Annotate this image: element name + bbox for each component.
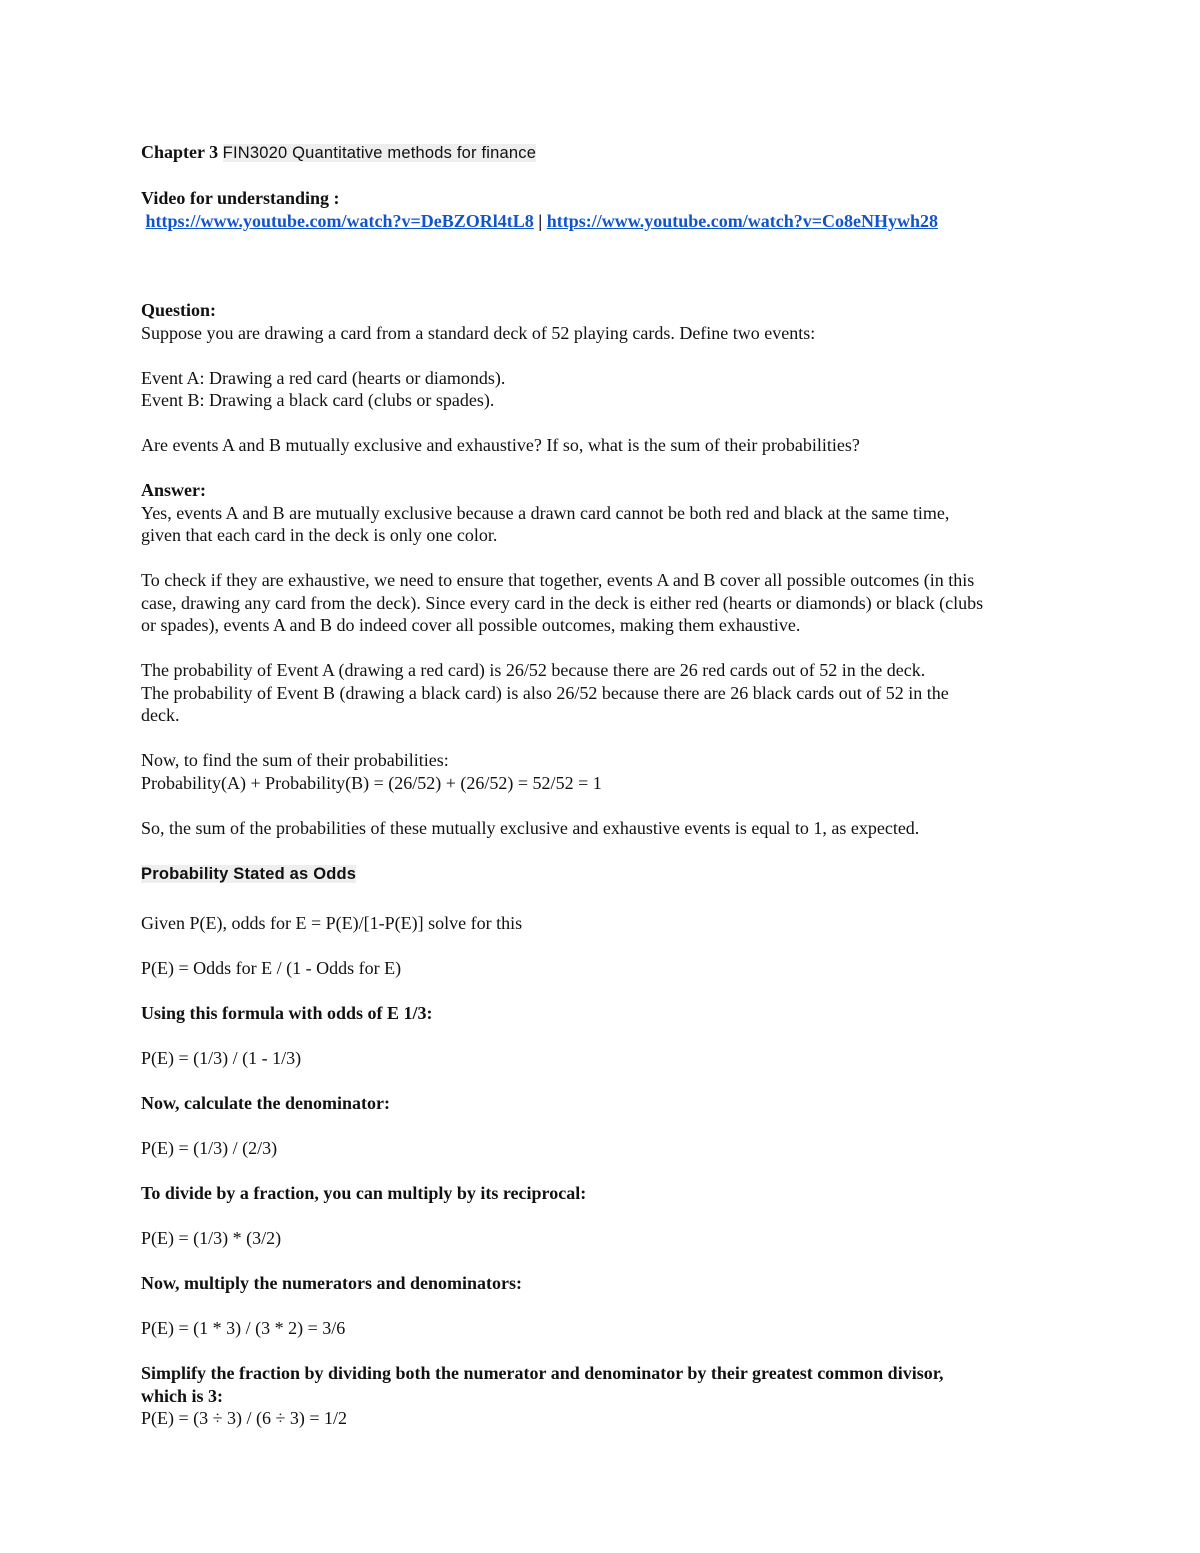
- question-intro: Suppose you are drawing a card from a standard deck of 52 playing cards. Define two events:: [141, 322, 816, 343]
- step3-label: To divide by a fraction, you can multiply by its reciprocal:: [141, 1183, 587, 1203]
- answer-p1-line1: Yes, events A and B are mutually exclusive because a drawn card cannot be both red and black at the same time,: [141, 502, 950, 523]
- answer-p1-line2: given that each card in the deck is only one color.: [141, 525, 498, 545]
- step3-equation: P(E) = (1/3) * (3/2): [141, 1228, 282, 1248]
- odds-heading-line: [141, 862, 1071, 886]
- video-links: [141, 210, 1071, 233]
- chapter-label: Chapter 3: [141, 142, 219, 162]
- step5-label-line1: Simplify the fraction by dividing both the numerator and denominator by their greatest common divisor,: [141, 1363, 944, 1383]
- answer-p3-line2: The probability of Event B (drawing a black card) is also 26/52 because there are 26 black cards out of 52 in the: [141, 682, 949, 703]
- question-ask: Are events A and B mutually exclusive and exhaustive? If so, what is the sum of their probabilities?: [141, 435, 860, 455]
- event-b-definition: Event B: Drawing a black card (clubs or spades).: [141, 390, 495, 410]
- document-body: [141, 141, 1071, 1430]
- answer-conclusion: So, the sum of the probabilities of these mutually exclusive and exhaustive events is equal to 1, as expected.: [141, 817, 920, 838]
- step2-equation: P(E) = (1/3) / (2/3): [141, 1138, 278, 1158]
- event-a-definition: Event A: Drawing a red card (hearts or diamonds).: [141, 367, 506, 388]
- odds-formula: P(E) = Odds for E / (1 - Odds for E): [141, 958, 402, 978]
- step2-label: Now, calculate the denominator:: [141, 1093, 390, 1113]
- odds-heading: Probability Stated as Odds: [141, 864, 357, 883]
- course-title: FIN3020 Quantitative methods for finance: [222, 144, 537, 162]
- step1-equation: P(E) = (1/3) / (1 - 1/3): [141, 1048, 302, 1068]
- step4-label: Now, multiply the numerators and denominators:: [141, 1273, 523, 1293]
- youtube-link-1[interactable]: https://www.youtube.com/watch?v=DeBZORl4tL8: [145, 210, 534, 231]
- answer-p2-line1: To check if they are exhaustive, we need to ensure that together, events A and B cover all possible outcomes (in this: [141, 570, 975, 590]
- answer-p2-line2: case, drawing any card from the deck). Since every card in the deck is either red (hearts or diamonds) or black (clubs: [141, 592, 984, 613]
- odds-given: Given P(E), odds for E = P(E)/[1-P(E)] solve for this: [141, 913, 523, 933]
- step5-equation: P(E) = (3 ÷ 3) / (6 ÷ 3) = 1/2: [141, 1408, 348, 1428]
- document-title: [141, 141, 1071, 165]
- answer-p4-line2: Probability(A) + Probability(B) = (26/52) + (26/52) = 52/52 = 1: [141, 772, 602, 793]
- answer-p2-line3: or spades), events A and B do indeed cover all possible outcomes, making them exhaustive.: [141, 615, 801, 635]
- question-heading: Question:: [141, 300, 217, 320]
- link-separator: |: [538, 210, 543, 231]
- youtube-link-2[interactable]: https://www.youtube.com/watch?v=Co8eNHywh28: [546, 210, 938, 231]
- answer-heading: Answer:: [141, 480, 206, 500]
- answer-p3-line3: deck.: [141, 705, 180, 725]
- answer-p4-line1: Now, to find the sum of their probabilities:: [141, 750, 449, 770]
- step4-equation: P(E) = (1 * 3) / (3 * 2) = 3/6: [141, 1318, 346, 1338]
- video-label: Video for understanding :: [141, 188, 340, 208]
- step1-label: Using this formula with odds of E 1/3:: [141, 1003, 433, 1023]
- answer-p3-line1: The probability of Event A (drawing a red card) is 26/52 because there are 26 red cards out of 52 in the deck.: [141, 660, 926, 680]
- step5-label-line2: which is 3:: [141, 1385, 224, 1406]
